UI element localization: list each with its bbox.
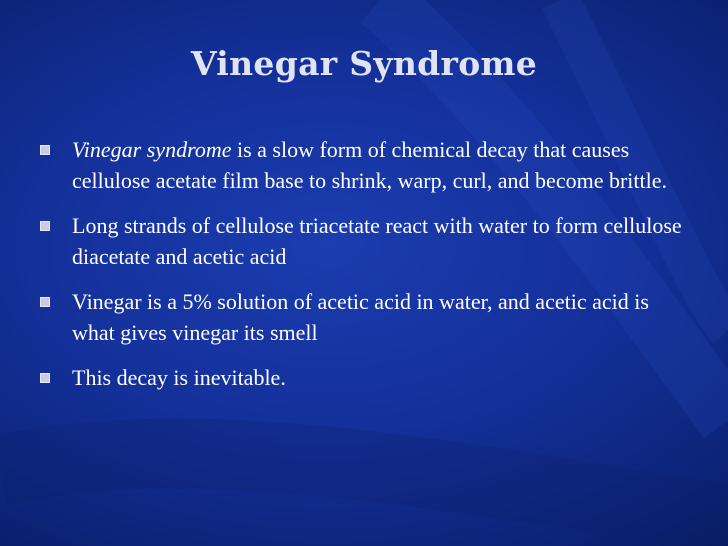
slide-title: Vinegar Syndrome <box>190 44 538 83</box>
square-bullet-icon <box>40 297 50 307</box>
bullet-item-vinegar-solution <box>38 286 688 348</box>
square-bullet-icon <box>40 373 50 383</box>
bullet-item-vinegar-syndrome <box>38 134 688 196</box>
square-bullet-icon <box>40 145 50 155</box>
square-bullet-icon <box>40 221 50 231</box>
bullet-item-cellulose-reaction <box>38 210 688 272</box>
bullet-item-decay-inevitable <box>38 362 688 393</box>
bullet-text: Vinegar is a 5% solution of acetic acid in water, and acetic acid is what gives vinegar its smell <box>72 289 649 345</box>
bullet-text: This decay is inevitable. <box>72 365 286 390</box>
bullet-list <box>38 134 688 407</box>
bullet-italic-term: Vinegar syndrome <box>72 137 232 162</box>
bullet-text: is a slow form of chemical decay that causes cellulose acetate film base to shrink, warp, curl, and become brittle. <box>72 137 667 193</box>
bullet-text: Long strands of cellulose triacetate react with water to form cellulose diacetate and acetic acid <box>72 213 682 269</box>
